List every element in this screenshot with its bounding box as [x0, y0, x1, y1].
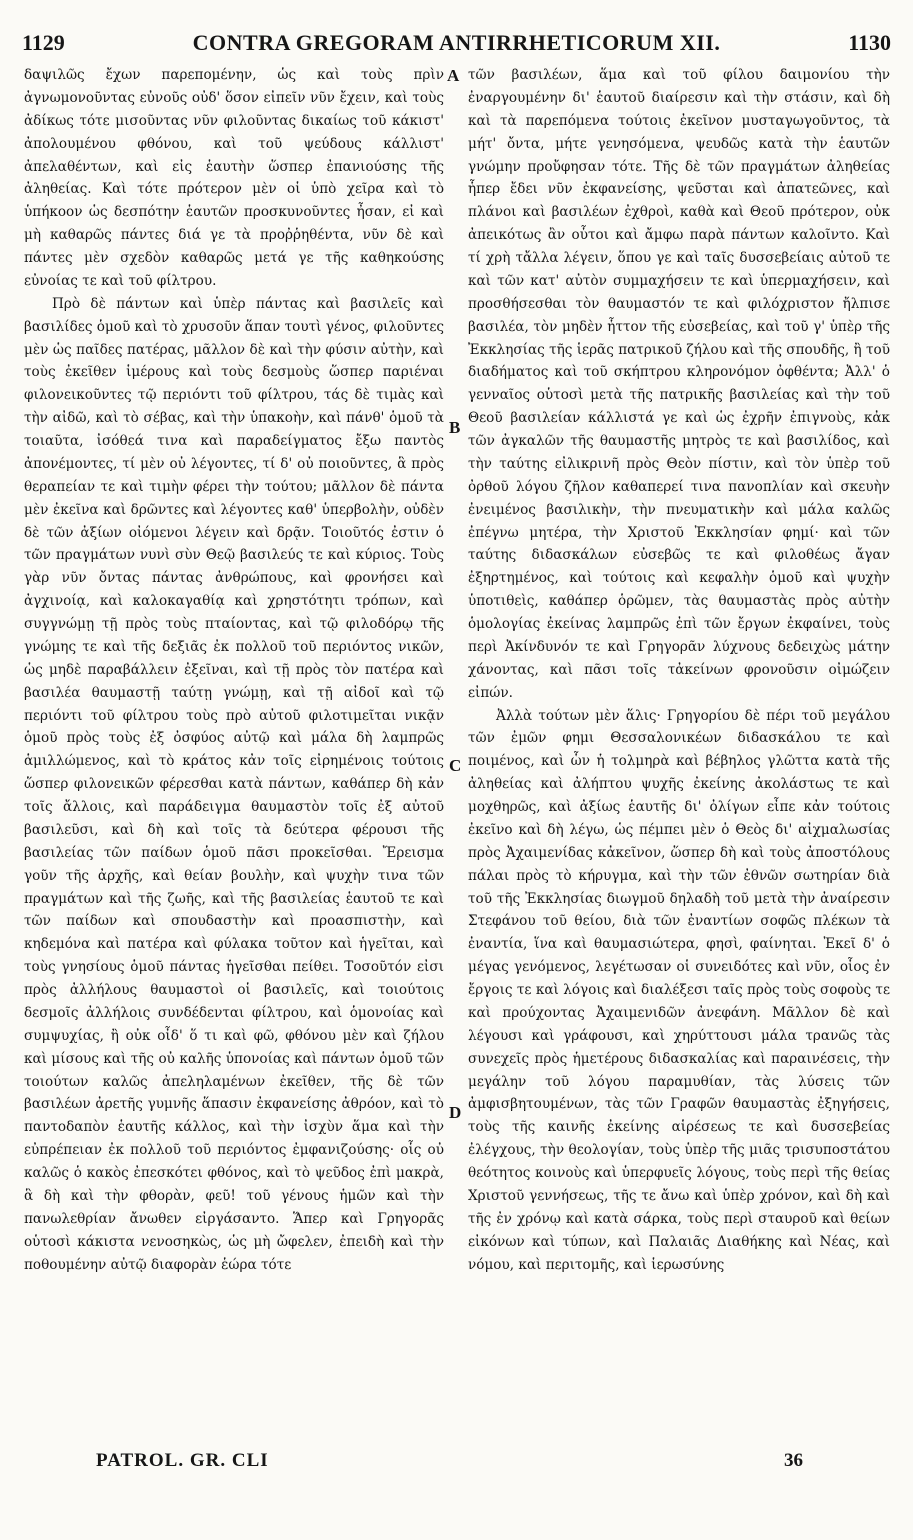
paragraph: τῶν βασιλέων, ἅμα καὶ τοῦ φίλου δαιμονίου τὴν ἐναργουμένην δι' ἑαυτοῦ διαίρεσιν καὶ τὴν στάσιν, καὶ δὴ καὶ τὰ παρεπόμενα τούτοις ἐκεῖνον μυσταγωγοῦντος, τὰ μήτ' ὄντα, μήτε γενησόμενα, ψευδῶς κατὰ τὴν ἑαυτῶν γνώμην προὔφησαν τότε. Τῆς δὲ τῶν πραγμάτων ἀληθείας ἧπερ ἔδει νῦν ἐκφανείσης, ψεῦσται καὶ ἀπατεῶνες, καὶ πλάνοι καὶ βασιλέων ἐχθροὶ, καθὰ καὶ Θεοῦ πρότερον, οὐκ ἀπεικότως ἂν οὗτοι καὶ ἄμφω παρὰ πάντων καλοῖντο. Καὶ τί χρὴ τἄλλα λέγειν, ὅπου γε καὶ ταῖς δυσσεβείαις αὐτοῦ τε καὶ τῶν κατ' αὐτὸν συμμαχήσειν τε καὶ ὑπερμαχήσειν, καὶ προσθήσεσθαι τὸν θαυμαστόν τε καὶ φιλόχριστον ἤλπισε βασιλέα, τὸν μηδὲν ἧττον τῆς εὐσεβείας, καὶ τοῦ γ' ὑπὲρ τῆς Ἐκκλησίας τῆς ἱερᾶς πατρικοῦ ζήλου καὶ τῆς σπουδῆς, ἢ τοῦ διαδήματος καὶ τοῦ σκήπτρου κληρονόμον ὀφθέντα; Ἀλλ' ὁ γενναῖος οὑτοσὶ μετὰ τῆς πατρικῆς βασιλείας καὶ τὴν τοῦ Θεοῦ βασιλείαν κάλλιστά γε καὶ ὡς ἐχρῆν ἐπιγνοὺς, κἀκ τῶν ἀγκαλῶν τῆς θαυμαστῆς μητρὸς τε καὶ βασιλίδος, καὶ τὴν ταύτης εἰλικρινῆ πρὸς Θεὸν πίστιν, καὶ τὸν ὑπὲρ τοῦ ὀρθοῦ λόγου ζῆλον καθαπερεί τινα πανοπλίαν καὶ σκευὴν ἐνειμένος βασιλικὴν, τὴν πνευματικὴν καὶ μάλα καλῶς ἐπέγνω μητέρα, τὴν Χριστοῦ Ἐκκλησίαν φημί· καὶ τῶν ταύτης διδασκάλων εὐσεβῶς τε καὶ φιλοθέως ἄγαν ἐξηρτημένος, καὶ τούτοις καὶ κεφαλὴν ὁμοῦ καὶ ψυχὴν ὑποτιθεὶς, καθάπερ ὁρῶμεν, τὰς θαυμαστὰς πρὸς αὐτὴν ὁμολογίας ἐκείνας λαμπρῶς ἐπὶ τῶν ἔργων ἐκφαίνει, τοὺς περὶ Ἀκίνδυνόν τε καὶ Γρηγορᾶν λύχνους δεδειχὼς μάτην χάνοντας, καὶ πᾶσι τοῖς τἀκείνων φρονοῦσιν οἰμώζειν εἰπών.	[468, 67, 890, 701]
paragraph: δαψιλῶς ἔχων παρεπομένην, ὡς καὶ τοὺς πρὶν ἀγνωμονοῦντας εὐνοῦς οὐδ' ὅσον εἰπεῖν νῦν ἔχειν, καὶ τοὺς ἀδίκως τότε μισοῦντας νῦν φιλοῦντας δικαίως τοῦ κάκιστ' ἀπολουμένου φθόνου, καὶ τοῦ ψεύδους κάλλιστ' ἀπελαθέντων, καὶ εἰς ἑαυτὴν ὥσπερ ἐπανιούσης τῆς ἀληθείας. Καὶ τότε πρότερον μὲν οἱ ὑπὸ χεῖρα καὶ τὸ ὑπήκοον ὡς δεσπότην ἑαυτῶν προσκυνοῦντες ἦσαν, εἰ καὶ μὴ καθαρῶς πάντες διά γε τὰ προῤῥηθέντα, νῦν δὲ καὶ πάντες μὲν σχεδὸν καθαρῶς μετά γε τῆς καθηκούσης εὐνοίας τε καὶ τοῦ φίλτρου.	[24, 67, 444, 289]
right-column-number: 1130	[848, 30, 891, 55]
margin-marker-a: A	[447, 66, 460, 85]
left-column	[24, 64, 444, 1438]
right-column	[468, 64, 890, 1438]
running-title: CONTRA GREGORAM ANTIRRHETICORUM XII.	[192, 30, 721, 55]
left-column-number: 1129	[22, 30, 65, 55]
paragraph: Ἀλλὰ τούτων μὲν ἅλις· Γρηγορίου δὲ πέρι τοῦ μεγάλου τῶν ἐμῶν φημι Θεσσαλονικέων διδασκάλου τε καὶ ποιμένος, καὶ ὧν ἡ τολμηρὰ καὶ βέβηλος γλῶττα κατὰ τῆς ἀληθείας καὶ ἀλήπτου ψυχῆς ἐκείνης ἀκολάστως τε καὶ μοχθηρῶς, καὶ ἀξίως ἑαυτῆς δι' ὀλίγων εἶπε κἀν τούτοις ἐκεῖνο καὶ δὴ λέγω, ὡς πέμπει μὲν ὁ Θεὸς δι' αἰχμαλωσίας πρὸς Ἀχαιμενίδας κἀκεῖνον, ὥσπερ δὴ καὶ τοὺς ἀποστόλους πάλαι πρὸς τὸ κήρυγμα, καὶ τὴν τῶν ἐθνῶν σωτηρίαν διὰ τοῦ τῆς Ἐκκλησίας διωγμοῦ δηλαδὴ τοῦ μετὰ τὴν ἀναίρεσιν Στεφάνου τοῦ θείου, διὰ τῶν ἐναντίων σοφῶς πλέκων τὰ ἐναντία, ἵνα καὶ θαυμασιώτερα, φησὶ, φαίνηται. Ἐκεῖ δ' ὁ μέγας γενόμενος, λεγέτωσαν οἱ συνειδότες καὶ νῦν, οἷος ἐν ἔργοις τε καὶ λόγοις καὶ διαλέξεσι ταῖς πρὸς τοὺς σοφοὺς τε καὶ προύχοντας Ἀχαιμενιδῶν ἀνεφάνη. Μᾶλλον δὲ καὶ λέγουσι καὶ γράφουσι, καὶ χηρύττουσι μάλα τρανῶς τὰς συνεχεῖς πρὸς ἡμετέρους διδασκαλίας καὶ παραινέσεις, τὴν μεγάλην τοῦ λόγου παραμυθίαν, τὰς λύσεις τῶν ἀμφισβητουμένων, τὰς τῶν Γραφῶν θαυμαστὰς ἐξηγήσεις, τοὺς τῆς καινῆς ἐκείνης αἱρέσεως τε καὶ δυσσεβείας ἐλέγχους, τὴν θεολογίαν, τοὺς ὑπὲρ τῆς μιᾶς τρισυποστάτου θεότητος κοινοὺς καὶ ὑπερφυεῖς λόγους, τοὺς περὶ τῆς θείας Χριστοῦ γεννήσεως, τῆς τε ἄνω καὶ ὑπὲρ χρόνον, καὶ δὴ καὶ τῆς ἐν χρόνῳ καὶ κατὰ σάρκα, τοὺς περὶ σταυροῦ καὶ θείων εἰκόνων καὶ τύπων, καὶ Παλαιᾶς Διαθήκης καὶ Νέας, καὶ νόμου, καὶ περιτομῆς, καὶ ἱερωσύνης	[468, 707, 890, 1273]
page-footer	[96, 1450, 803, 1476]
footer-signature: PATROL. GR. CLI	[96, 1450, 269, 1471]
margin-marker-d: D	[449, 1103, 462, 1122]
footer-sheet-number: 36	[784, 1450, 803, 1471]
page-header	[22, 30, 891, 56]
margin-marker-c: C	[449, 756, 462, 775]
paragraph: Πρὸ δὲ πάντων καὶ ὑπὲρ πάντας καὶ βασιλεῖς καὶ βασιλίδες ὁμοῦ καὶ τὸ χρυσοῦν ἅπαν τουτὶ γένος, φιλοῦντες μὲν ὡς παῖδες πατέρας, μᾶλλον δὲ καὶ τὴν φύσιν αὐτὴν, καὶ τοὺς ἐκεῖθεν ἱμέρους καὶ τοὺς δεσμοὺς ὥσπερ παριέναι φιλονεικοῦντες τῷ περιόντι τοῦ φίλτρου, τάς δὲ τιμὰς καὶ τὴν αἰδῶ, καὶ τὸ σέβας, καὶ τὴν ὑπακοὴν, καὶ πάνθ' ὁμοῦ τὰ τοιαῦτα, ἰσόθεά τινα καὶ παραδείγματος ἔξω παντὸς ἀπονέμοντες, τί μὲν οὐ λέγοντες, τί δ' οὐ ποιοῦντες, ἃ πρὸς θεραπείαν τε καὶ τιμὴν φέρει τὴν τούτου; μᾶλλον δὲ πάντα μὲν ἐκεῖνα καὶ δρῶντες καὶ λέγοντες καθ' ὑπερβολὴν, οὐδὲν δὲ τῶν ἀξίων οἰόμενοι λέγειν καὶ δρᾷν. Τοιοῦτός ἐστιν ὁ τῶν πραγμάτων νυνὶ σὺν Θεῷ βασιλεύς τε καὶ κύριος. Τοὺς γὰρ νῦν ὄντας πάντας ἀνθρώπους, καὶ φρονήσει καὶ ἀγχινοίᾳ, καὶ καλοκαγαθίᾳ καὶ χρηστότητι τρόπων, καὶ συγγνώμῃ τῇ πρὸς τοὺς πταίοντας, καὶ τῷ φιλοδόρῳ τῆς γνώμης τε καὶ τῆς δεξιᾶς ἐκ πολλοῦ τοῦ περιόντος νικῶν, ὡς μηδὲ παραβάλλειν ἐξεῖναι, καὶ τῇ πρὸς τὸν πατέρα καὶ βασιλέα θαυμαστῇ ταύτῃ γνώμῃ, καὶ τῇ αἰδοῖ καὶ τῷ περιόντι τοῦ φίλτρου τοὺς πρὸ αὐτοῦ φιλοτιμεῖται νικᾷν ὁμοῦ πρὸς τοὺς ἐξ ὀσφύος αὐτῷ καὶ μάλα δὴ λαμπρῶς ἁμιλλώμενος, καὶ τὸ κράτος κἀν τοῖς εἰρημένοις τούτοις ὥσπερ φιλονεικῶν φέρεσθαι κατὰ πάντων, καθάπερ δὴ κἀν τοῖς ἄλλοις, καὶ παράδειγμα θαυμαστὸν τοῖς ἐξ αὐτοῦ βασιλεῦσι, καὶ δὴ καὶ τοῖς τὰ δεύτερα φέρουσι τῆς βασιλείας τῶν παίδων ὁμοῦ πᾶσι προκεῖσθαι. Ἔρεισμα γοῦν τῆς ἀρχῆς, καὶ θείαν βουλὴν, καὶ ψυχὴν τινα τῶν πραγμάτων καὶ τῆς ζωῆς, καὶ τῆς βασιλείας ἑαυτοῦ τε καὶ τῶν παίδων καὶ σπουδαστὴν καὶ προασπιστὴν, καὶ κηδεμόνα καὶ πατέρα καὶ φύλακα τοῦτον καὶ ἡγεῖται, καὶ τοὺς γνησίους ὁμοῦ πάντας ἡγεῖσθαι πείθει. Τοσοῦτόν εἰσι πρὸς ἀλλήλους θαυμαστοὶ οἱ βασιλεῖς, καὶ τοιούτοις δεσμοῖς ἀλλήλοις συνδέδενται φίλτρου, καὶ ὁμονοίας καὶ συμψυχίας, ἢ οὐκ οἶδ' ὅ τι καὶ φῶ, φθόνου μὲν καὶ ζήλου καὶ μίσους καὶ τῆς οὐ καλῆς ὑπονοίας καὶ πάντων ὁμοῦ τῶν τοιούτων καλῶς ἀπεληλαμένων ἐκεῖθεν, τῆς δὲ τῶν βασιλέων ἀρετῆς γυμνῆς ἅπασιν ἐκφανείσης ἀθρόον, καὶ τὸ παντοδαπὸν ἑαυτῆς κάλλος, καὶ τὴν ἰσχὺν ἅμα καὶ τὴν εὐπρέπειαν ἐκ πολλοῦ τοῦ περιόντος ἐμφανιζούσης· οἷς οὐ καλῶς ὁ κακὸς ἐπεσκότει φθόνος, καὶ τὸ ψεῦδος ἐπὶ μακρὰ, ἃ δὴ καὶ τὴν φθορὰν, φεῦ! τοῦ γένους ἡμῶν καὶ τὴν πανωλεθρίαν ἄνωθεν εἰργάσαντο. Ἅπερ καὶ Γρηγορᾶς οὑτοσὶ κάκιστα νενοσηκὼς, ὡς μὴ ὤφελεν, ἐπειδὴ καὶ τὴν ποθουμένην αὐτῷ διαφορὰν ἑώρα τότε	[24, 295, 444, 1273]
margin-marker-b: B	[449, 418, 461, 437]
